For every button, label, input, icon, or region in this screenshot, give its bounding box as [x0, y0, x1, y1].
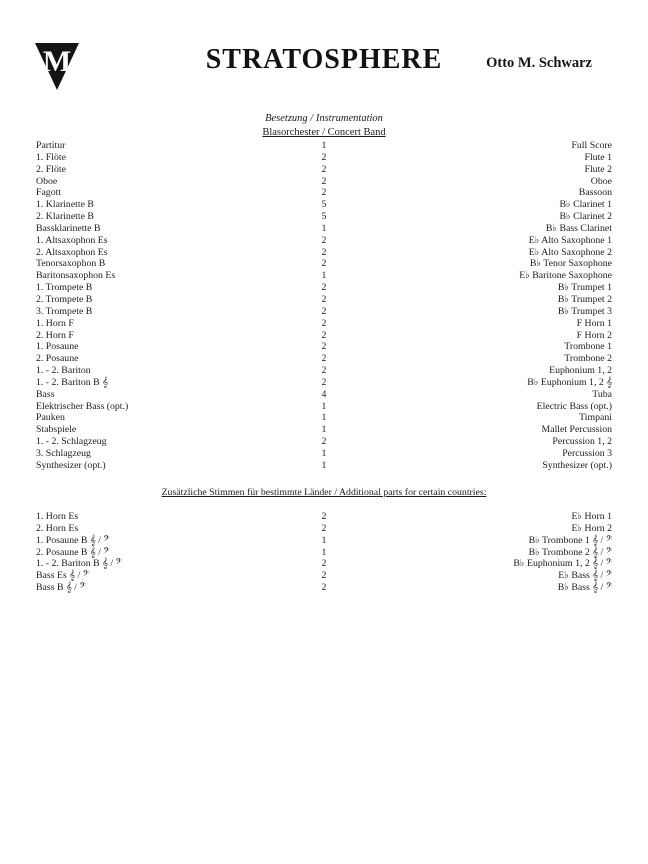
instrument-name-de: Bass Es 𝄞 / 𝄢 [36, 570, 89, 582]
table-row [36, 270, 612, 282]
part-count: 2 [321, 246, 327, 258]
table-row [36, 282, 612, 294]
part-count: 5 [321, 199, 327, 211]
instrumentation-heading [0, 112, 648, 139]
instrument-name-en: E♭ Horn 2 [571, 522, 612, 534]
instrument-name-en: B♭ Trombone 1 𝄞 / 𝄢 [528, 534, 612, 546]
table-row [36, 547, 612, 559]
instrument-name-en: B♭ Trumpet 2 [557, 293, 612, 305]
instrument-name-en: F Horn 1 [576, 317, 612, 329]
part-count: 2 [321, 511, 327, 522]
ensemble-heading-bilingual: Blasorchester / Concert Band [262, 126, 386, 138]
part-count: 2 [321, 376, 327, 388]
table-row [36, 535, 612, 547]
part-count: 2 [321, 341, 327, 353]
instrument-name-en: B♭ Bass 𝄞 / 𝄢 [557, 582, 612, 594]
part-count: 2 [321, 258, 327, 270]
instrument-name-de: Fagott [36, 187, 62, 199]
instrument-name-en: E♭ Alto Saxophone 2 [528, 246, 612, 258]
instrument-name-de: Pauken [36, 412, 65, 424]
instrument-name-en: Trombone 2 [564, 353, 612, 365]
part-count: 2 [321, 558, 327, 570]
instrument-name-de: Bass [36, 388, 55, 400]
table-row [36, 412, 612, 424]
table-row [36, 401, 612, 413]
instrument-name-de: Partitur [36, 140, 66, 151]
instrument-name-de: 1. - 2. Bariton B 𝄞 [36, 376, 108, 388]
instrument-name-en: Flute 2 [584, 163, 612, 175]
table-row [36, 365, 612, 377]
instrument-name-de: Bassklarinette B [36, 222, 101, 234]
svg-text:M: M [42, 45, 72, 78]
instrument-name-de: Elektrischer Bass (opt.) [36, 400, 129, 412]
instrument-name-de: 1. Posaune [36, 341, 79, 353]
instrument-name-de: 2. Trompete B [36, 293, 93, 305]
table-row [36, 389, 612, 401]
part-count: 1 [321, 459, 327, 471]
table-row [36, 318, 612, 330]
instrument-name-en: B♭ Trumpet 3 [557, 305, 612, 317]
part-count: 2 [321, 151, 327, 163]
table-row [36, 306, 612, 318]
instrument-name-de: 2. Posaune [36, 353, 79, 365]
part-count: 2 [321, 163, 327, 175]
part-count: 4 [321, 388, 327, 400]
part-count: 2 [321, 234, 327, 246]
instrument-name-de: 1. - 2. Bariton B 𝄞 / 𝄢 [36, 558, 122, 570]
part-count: 2 [321, 582, 327, 594]
instrument-name-de: 1. Klarinette B [36, 199, 94, 211]
instrument-name-en: Electric Bass (opt.) [536, 400, 612, 412]
table-row [36, 199, 612, 211]
instrument-name-de: 3. Schlagzeug [36, 447, 91, 459]
instrument-name-de: 2. Horn Es [36, 522, 79, 534]
part-count: 2 [321, 436, 327, 448]
table-row [36, 511, 612, 523]
instrument-name-en: Mallet Percussion [541, 424, 612, 436]
instrument-name-de: Stabspiele [36, 424, 77, 436]
instrument-name-en: Percussion 3 [562, 447, 612, 459]
instrument-name-de: 2. Klarinette B [36, 211, 94, 223]
instrument-name-de: 2. Altsaxophon Es [36, 246, 108, 258]
instrument-name-en: E♭ Baritone Saxophone [519, 270, 612, 282]
part-count: 1 [321, 447, 327, 459]
part-count: 2 [321, 305, 327, 317]
instrument-name-en: Trombone 1 [564, 341, 612, 353]
table-row [36, 211, 612, 223]
instrument-name-en: Euphonium 1, 2 [549, 365, 612, 377]
additional-parts-table [36, 511, 612, 594]
instrument-name-de: 1. Posaune B 𝄞 / 𝄢 [36, 534, 110, 546]
instrument-name-en: Tuba [592, 388, 612, 400]
instrument-name-en: Full Score [571, 140, 612, 151]
composer-name: Otto M. Schwarz [486, 55, 592, 71]
table-row [36, 140, 612, 152]
instrument-name-de: Oboe [36, 175, 58, 187]
instrument-name-de: 1. Flöte [36, 151, 66, 163]
part-count: 1 [321, 270, 327, 282]
table-row [36, 187, 612, 199]
part-count: 1 [321, 546, 327, 558]
instrumentation-table [36, 140, 612, 472]
instrument-name-de: 1. Horn F [36, 317, 74, 329]
part-count: 2 [321, 175, 327, 187]
table-row [36, 424, 612, 436]
part-count: 2 [321, 353, 327, 365]
instrument-name-en: B♭ Bass Clarinet [545, 222, 612, 234]
part-count: 2 [321, 365, 327, 377]
instrument-name-en: E♭ Alto Saxophone 1 [528, 234, 612, 246]
table-row [36, 448, 612, 460]
instrument-name-en: E♭ Bass 𝄞 / 𝄢 [558, 570, 612, 582]
instrument-name-en: B♭ Euphonium 1, 2 𝄞 / 𝄢 [513, 558, 612, 570]
part-count: 5 [321, 211, 327, 223]
table-row [36, 353, 612, 365]
part-count: 1 [321, 534, 327, 546]
instrument-name-en: Oboe [590, 175, 612, 187]
part-count: 1 [321, 424, 327, 436]
instrumentation-heading-bilingual: Besetzung / Instrumentation [265, 113, 383, 124]
instrument-name-de: 1. Altsaxophon Es [36, 234, 108, 246]
table-row [36, 377, 612, 389]
part-count: 1 [321, 412, 327, 424]
part-count: 1 [321, 140, 327, 151]
instrument-name-en: Timpani [579, 412, 612, 424]
part-count: 1 [321, 400, 327, 412]
instrument-name-en: Synthesizer (opt.) [542, 459, 612, 471]
instrument-name-en: B♭ Trumpet 1 [557, 282, 612, 294]
instrument-name-de: 1. Trompete B [36, 282, 93, 294]
part-count: 2 [321, 522, 327, 534]
table-row [36, 436, 612, 448]
table-row [36, 294, 612, 306]
page-title: STRATOSPHERE [205, 44, 443, 75]
instrument-name-en: B♭ Euphonium 1, 2 𝄞 [527, 376, 612, 388]
table-row [36, 258, 612, 270]
part-count: 2 [321, 329, 327, 341]
part-count: 2 [321, 570, 327, 582]
part-count: 2 [321, 187, 327, 199]
table-row [36, 570, 612, 582]
part-count: 2 [321, 282, 327, 294]
part-count: 2 [321, 293, 327, 305]
instrument-name-de: 3. Trompete B [36, 305, 93, 317]
instrument-name-de: 2. Flöte [36, 163, 66, 175]
instrument-name-en: B♭ Tenor Saxophone [529, 258, 612, 270]
table-row [36, 582, 612, 594]
part-count: 1 [321, 222, 327, 234]
instrument-name-en: Percussion 1, 2 [552, 436, 612, 448]
instrument-name-de: 2. Horn F [36, 329, 74, 341]
table-row [36, 152, 612, 164]
table-row [36, 176, 612, 188]
instrument-name-en: B♭ Trombone 2 𝄞 / 𝄢 [528, 546, 612, 558]
table-row [36, 164, 612, 176]
instrument-name-de: 1. - 2. Bariton [36, 365, 91, 377]
instrument-name-en: Bassoon [578, 187, 612, 199]
instrument-name-de: 2. Posaune B 𝄞 / 𝄢 [36, 546, 110, 558]
instrument-name-de: Tenorsaxophon B [36, 258, 106, 270]
instrument-name-en: Flute 1 [584, 151, 612, 163]
table-row [36, 330, 612, 342]
instrument-name-de: 1. - 2. Schlagzeug [36, 436, 107, 448]
table-row [36, 235, 612, 247]
table-row [36, 247, 612, 259]
instrument-name-en: F Horn 2 [576, 329, 612, 341]
instrument-name-en: B♭ Clarinet 1 [559, 199, 612, 211]
table-row [36, 460, 612, 472]
instrument-name-de: Baritonsaxophon Es [36, 270, 116, 282]
instrument-name-de: 1. Horn Es [36, 511, 79, 522]
instrument-name-en: E♭ Horn 1 [571, 511, 612, 522]
table-row [36, 523, 612, 535]
instrument-name-de: Synthesizer (opt.) [36, 459, 106, 471]
additional-parts-heading: Zusätzliche Stimmen für bestimmte Länder / Additional parts for certain countries: [161, 487, 487, 498]
table-row [36, 558, 612, 570]
table-row [36, 223, 612, 235]
instrument-name-en: B♭ Clarinet 2 [559, 211, 612, 223]
part-count: 2 [321, 317, 327, 329]
instrument-name-de: Bass B 𝄞 / 𝄢 [36, 582, 86, 594]
table-row [36, 341, 612, 353]
